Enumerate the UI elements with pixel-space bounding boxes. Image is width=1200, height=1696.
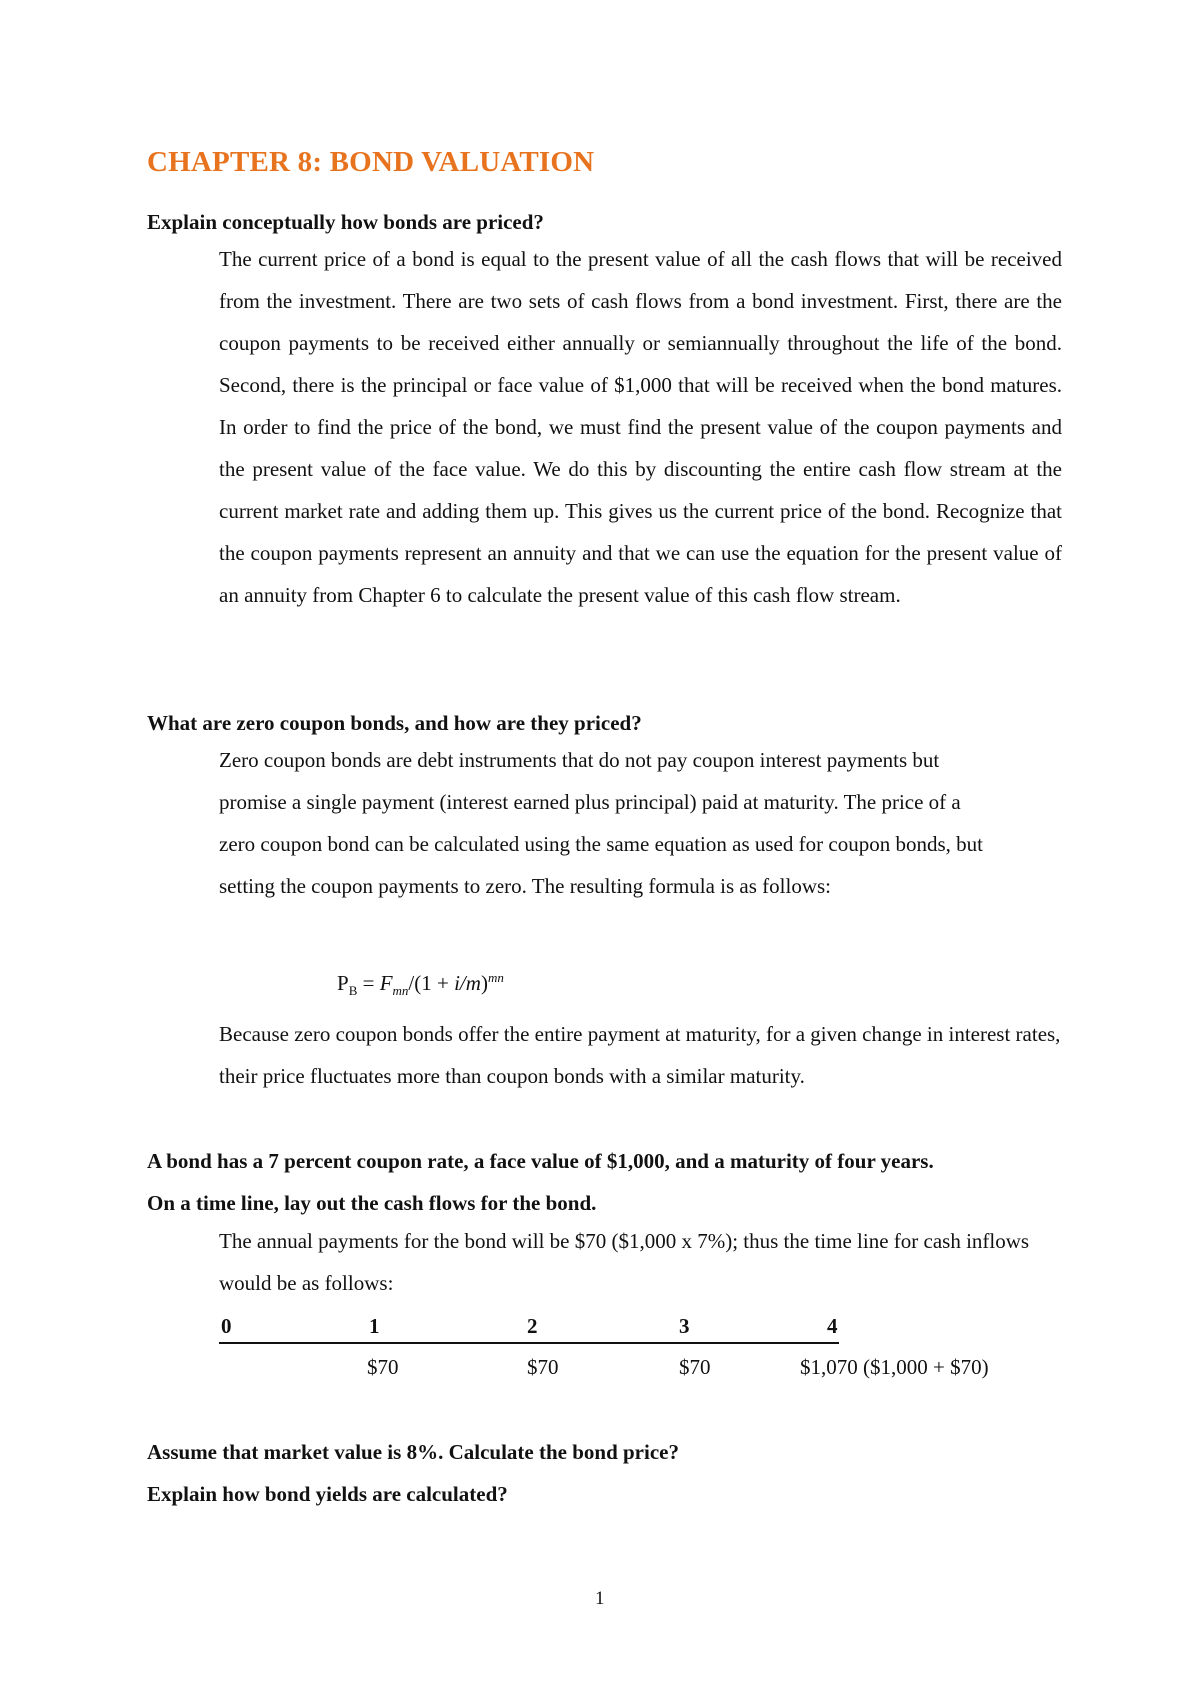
question-cash-flows-line2: On a time line, lay out the cash flows for the bond. [147,1191,597,1215]
cash-flow-timeline [219,1310,839,1344]
timeline-period-0: 0 [221,1314,232,1338]
zero-coupon-formula: $P_B = F_{mn}/(1 + i/m)^{mn}$ [337,970,504,999]
question-bond-pricing: Explain conceptually how bonds are priced? [147,210,544,234]
question-bond-price: Assume that market value is 8%. Calculate the bond price? [147,1440,679,1464]
timeline-period-3: 3 [679,1314,690,1338]
answer-bond-pricing: The current price of a bond is equal to the present value of all the cash flows that will be received from the investment. There are two sets of cash flows from a bond investment. First, there are the coupon payments to be received either annually or semiannually throughout the life of the bond. Second, there is the principal or face value of $1,000 that will be received when the bond matures. In order to find the price of the bond, we must find the present value of the coupon payments and the present value of the face value. We do this by discounting the entire cash flow stream at the current market rate and adding them up. This gives us the current price of the bond. Recognize that the coupon payments represent an annuity and that we can use the equation for the present value of an annuity from Chapter 6 to calculate the present value of this cash flow stream. [219,247,1062,607]
timeline-cash-1: $70 [367,1355,399,1379]
answer-cash-flows: The annual payments for the bond will be $70 ($1,000 x 7%); thus the time line for cash inflows would be as follows: [219,1229,1030,1295]
chapter-title: CHAPTER 8: BOND VALUATION [147,146,595,178]
timeline-cash-4: $1,070 ($1,000 + $70) [800,1355,989,1379]
timeline-period-2: 2 [527,1314,538,1338]
timeline-period-1: 1 [369,1314,380,1338]
zero-coupon-followup: Because zero coupon bonds offer the entire payment at maturity, for a given change in interest rates, their price fluctuates more than coupon bonds with a similar maturity. [219,1022,1061,1088]
timeline-period-4: 4 [827,1314,838,1338]
page-number: 1 [595,1588,605,1609]
question-bond-yields: Explain how bond yields are calculated? [147,1482,508,1506]
timeline-cash-3: $70 [679,1355,711,1379]
timeline-cash-2: $70 [527,1355,559,1379]
question-zero-coupon: What are zero coupon bonds, and how are they priced? [147,711,642,735]
question-cash-flows-line1: A bond has a 7 percent coupon rate, a face value of $1,000, and a maturity of four years. [147,1149,934,1173]
answer-zero-coupon: Zero coupon bonds are debt instruments that do not pay coupon interest payments but promise a single payment (interest earned plus principal) paid at maturity. The price of a zero coupon bond can be calculated using the same equation as used for coupon bonds, but setting the coupon payments to zero. The resulting formula is as follows: [219,748,983,898]
